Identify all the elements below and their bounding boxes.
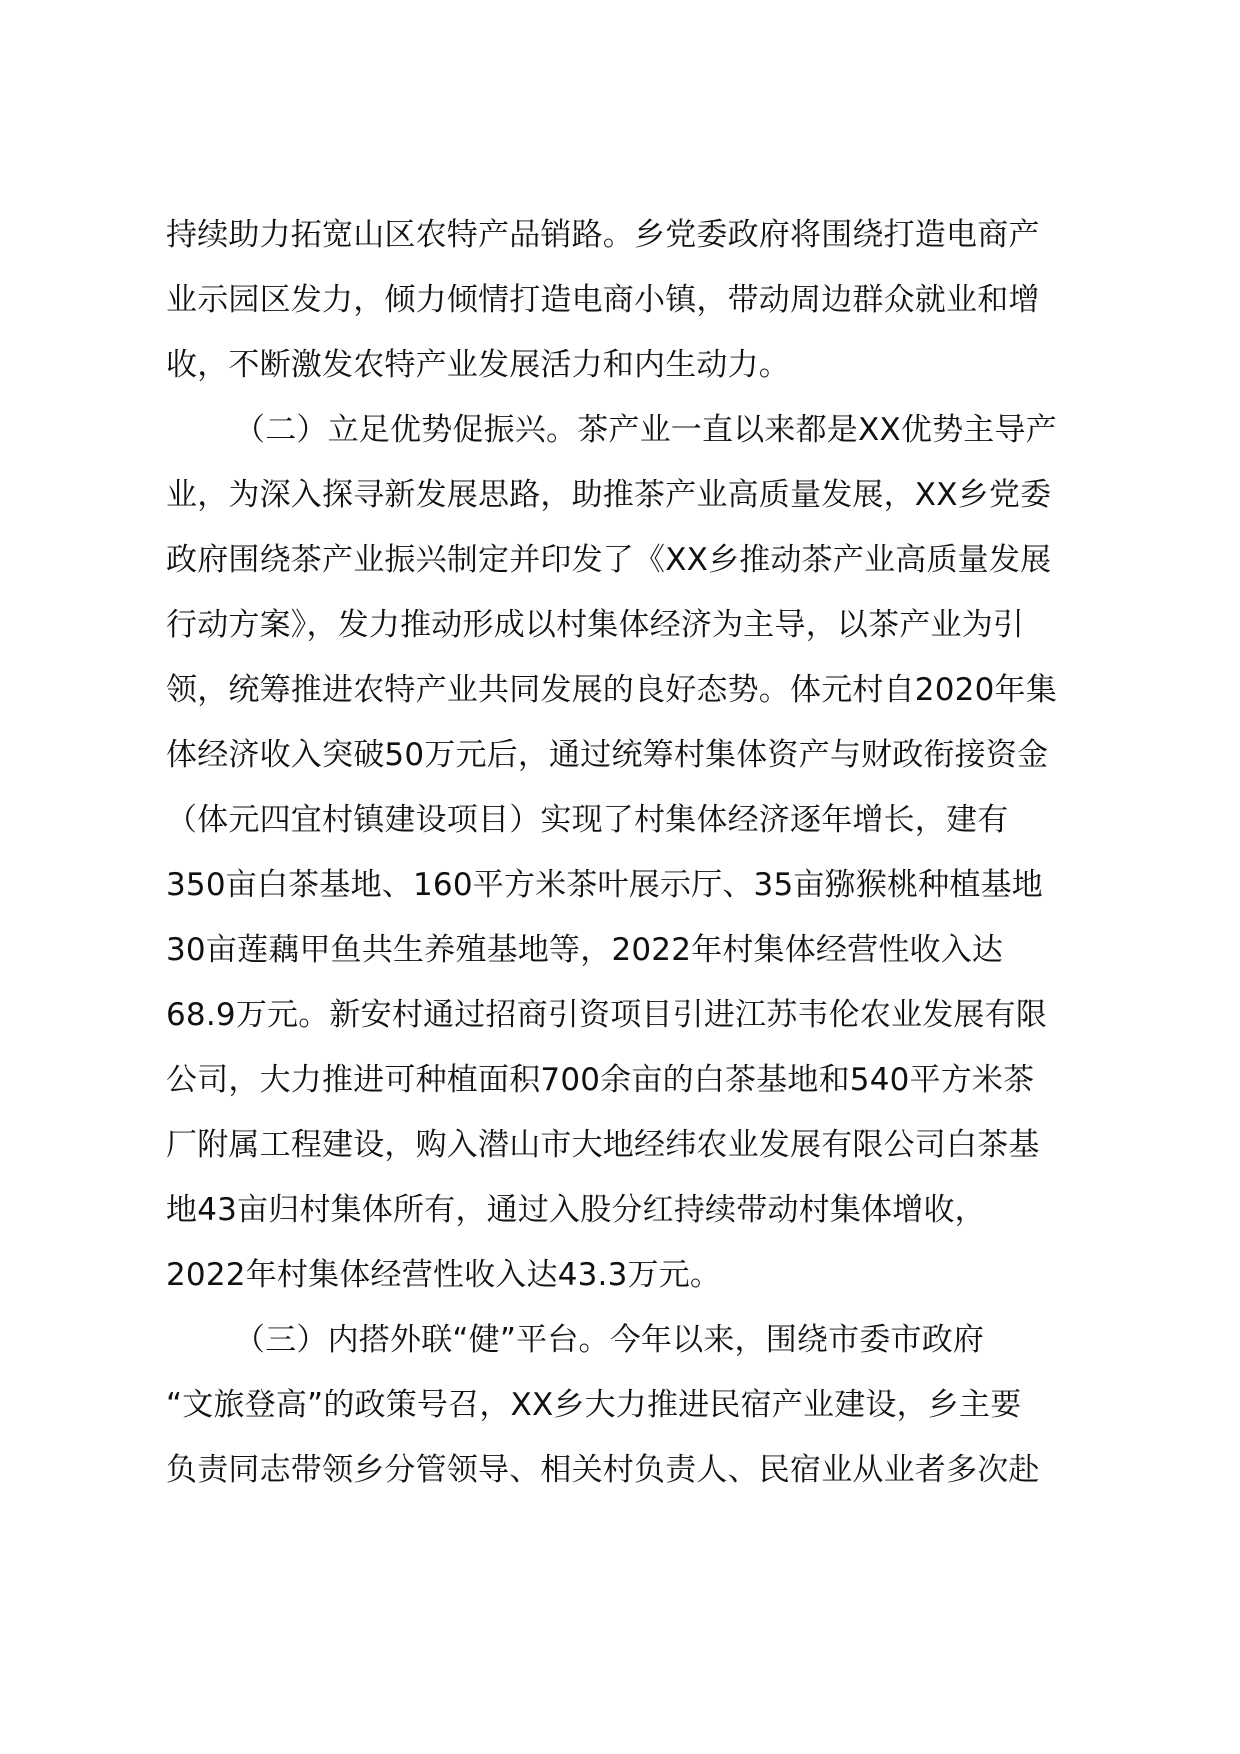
paragraph-line-9: 体经济收入突破50万元后，通过统筹村集体资产与财政衔接资金	[166, 737, 1049, 773]
paragraph-line-6: 政府围绕茶产业振兴制定并印发了《XX乡推动茶产业高质量发展	[166, 542, 1052, 578]
paragraph-line-2: 业示园区发力，倾力倾情打造电商小镇，带动周边群众就业和增	[166, 282, 1040, 318]
paragraph-line-11: 350亩白茶基地、160平方米茶叶展示厅、35亩猕猴桃种植基地	[166, 867, 1043, 903]
paragraph-line-8: 领，统筹推进农特产业共同发展的良好态势。体元村自2020年集	[166, 672, 1057, 708]
paragraph-line-15: 厂附属工程建设，购入潜山市大地经纬农业发展有限公司白茶基	[166, 1127, 1040, 1163]
paragraph-line-13: 68.9万元。新安村通过招商引资项目引进江苏韦伦农业发展有限	[166, 997, 1048, 1033]
paragraph-line-12: 30亩莲藕甲鱼共生养殖基地等，2022年村集体经营性收入达	[166, 932, 1004, 968]
paragraph-line-3: 收，不断激发农特产业发展活力和内生动力。	[166, 347, 790, 383]
paragraph-line-7: 行动方案》，发力推动形成以村集体经济为主导，以茶产业为引	[166, 607, 1025, 643]
paragraph-line-17: 2022年村集体经营性收入达43.3万元。	[166, 1257, 722, 1293]
paragraph-line-5: 业，为深入探寻新发展思路，助推茶产业高质量发展，XX乡党委	[166, 477, 1052, 513]
paragraph-line-1: 持续助力拓宽山区农特产品销路。乡党委政府将围绕打造电商产	[166, 217, 1040, 253]
section-three-heading-line: （三）内搭外联“健”平台。今年以来，围绕市委市政府	[234, 1322, 985, 1358]
document-body	[166, 203, 1112, 1503]
paragraph-line-10: （体元四宜村镇建设项目）实现了村集体经济逐年增长，建有	[166, 802, 1009, 838]
section-two-heading-line: （二）立足优势促振兴。茶产业一直以来都是XX优势主导产	[234, 412, 1057, 448]
paragraph-line-16: 地43亩归村集体所有，通过入股分红持续带动村集体增收，	[166, 1192, 986, 1228]
paragraph-line-14: 公司，大力推进可种植面积700余亩的白茶基地和540平方米茶	[166, 1062, 1035, 1098]
paragraph-line-20: 负责同志带领乡分管领导、相关村负责人、民宿业从业者多次赴	[166, 1452, 1040, 1488]
paragraph-line-19: “文旅登高”的政策号召，XX乡大力推进民宿产业建设，乡主要	[166, 1387, 1022, 1423]
